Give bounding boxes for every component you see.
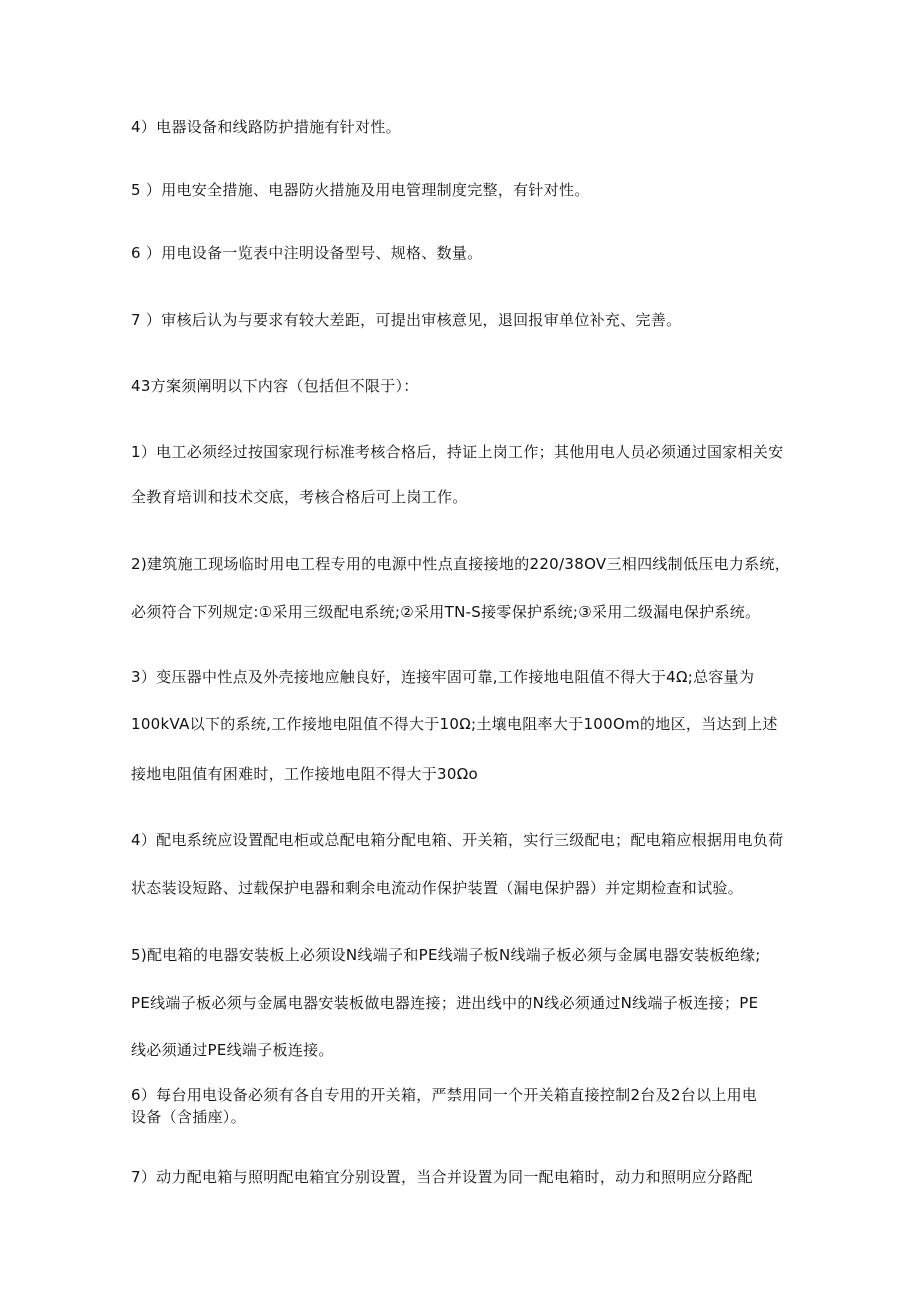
section-heading: 43方案须阐明以下内容（包括但不限于）： xyxy=(131,377,419,395)
text-line: 接地电阻值有困难时，工作接地电阻不得大于30Ωo xyxy=(131,765,478,783)
text-line: 6 ）用电设备一览表中注明设备型号、规格、数量。 xyxy=(131,244,483,262)
text-line: 2)建筑施工现场临时用电工程专用的电源中性点直接接地的220/38OV三相四线制低压电力系统， xyxy=(131,555,791,573)
text-line: 4）电器设备和线路防护措施有针对性。 xyxy=(131,118,401,136)
text-line: 状态装设短路、过载保护电器和剩余电流动作保护装置（漏电保护器）并定期检查和试验。 xyxy=(131,879,744,897)
text-line: 7）动力配电箱与照明配电箱宜分别设置，当合并设置为同一配电箱时，动力和照明应分路配 xyxy=(131,1168,753,1186)
text-line: 3）变压器中性点及外壳接地应触良好，连接牢固可靠,工作接地电阻值不得大于4Ω;总容量为 xyxy=(131,668,755,686)
text-line: 4）配电系统应设置配电柜或总配电箱分配电箱、开关箱，实行三级配电；配电箱应根据用电负荷 xyxy=(131,831,784,849)
text-line: 100kVA以下的系统,工作接地电阻值不得大于10Ω;土壤电阻率大于100Om的地区，当达到上述 xyxy=(131,715,778,733)
text-line: PE线端子板必须与金属电器安装板做电器连接；进出线中的N线必须通过N线端子板连接；PE xyxy=(131,994,759,1012)
text-line: 必须符合下列规定:①采用三级配电系统;②采用TN-S接零保护系统;③采用二级漏电保护系统。 xyxy=(131,603,761,621)
text-line: 设备（含插座）。 xyxy=(131,1108,246,1126)
text-line: 线必须通过PE线端子板连接。 xyxy=(131,1041,334,1059)
text-line: 5 ）用电安全措施、电器防火措施及用电管理制度完整，有针对性。 xyxy=(131,181,590,199)
text-line: 5)配电箱的电器安装板上必须设N线端子和PE线端子板N线端子板必须与金属电器安装板绝缘; xyxy=(131,946,761,964)
text-line: 1）电工必须经过按国家现行标准考核合格后，持证上岗工作；其他用电人员必须通过国家相关安 xyxy=(131,443,784,461)
text-line: 7 ）审核后认为与要求有较大差距，可提出审核意见，退回报审单位补充、完善。 xyxy=(131,311,682,329)
text-line: 6）每台用电设备必须有各自专用的开关箱，严禁用同一个开关箱直接控制2台及2台以上用电 xyxy=(131,1086,758,1104)
text-line: 全教育培训和技术交底，考核合格后可上岗工作。 xyxy=(131,488,468,506)
